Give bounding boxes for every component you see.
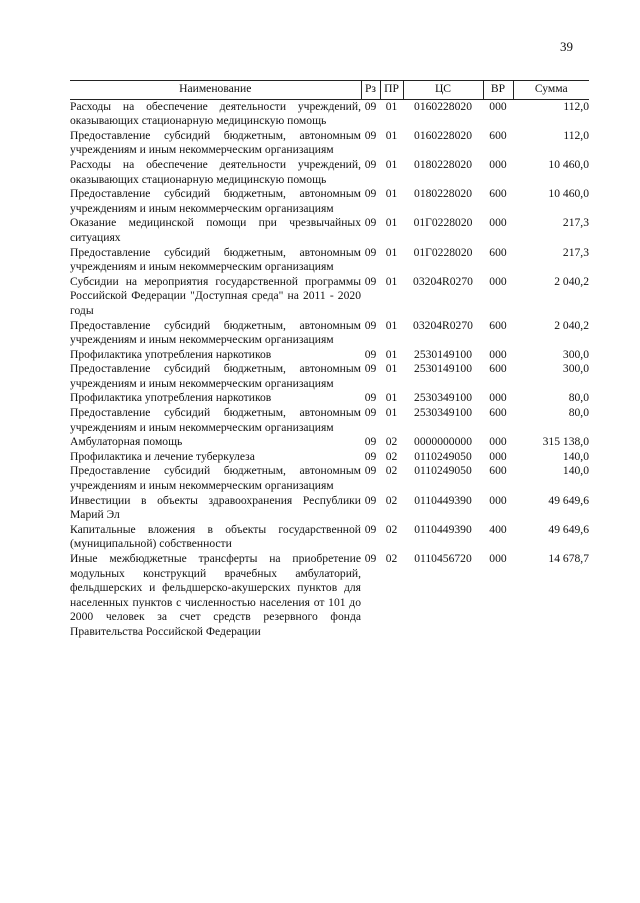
table-row	[70, 246, 589, 275]
cell-cs: 0110249050	[414, 449, 472, 463]
cell-name: Предоставление субсидий бюджетным, автономным учреждениям и иным некоммерческим организациям	[70, 362, 361, 390]
cell-rz: 09	[364, 187, 377, 201]
cell-sum: 2 040,2	[554, 318, 589, 332]
cell-cs: 0110456720	[414, 552, 472, 565]
budget-table	[70, 80, 589, 640]
cell-rz: 09	[364, 391, 377, 405]
cell-vr: 600	[489, 318, 507, 332]
cell-pr: 01	[385, 216, 398, 230]
cell-cs: 0000000000	[414, 435, 472, 449]
header-pr: ПР	[380, 81, 403, 100]
cell-vr: 000	[489, 347, 507, 361]
cell-vr: 600	[489, 128, 507, 142]
cell-vr: 000	[489, 391, 507, 405]
cell-pr: 02	[385, 493, 398, 507]
cell-name: Расходы на обеспечение деятельности учреждений, оказывающих стационарную медицинскую помощь	[70, 99, 361, 128]
cell-sum: 300,0	[562, 347, 589, 361]
cell-sum: 112,0	[563, 99, 589, 113]
table-row	[70, 464, 589, 493]
cell-pr: 01	[385, 274, 398, 288]
cell-name: Предоставление субсидий бюджетным, автономным учреждениям и иным некоммерческим организациям	[70, 128, 361, 157]
cell-vr: 400	[489, 522, 507, 536]
cell-pr: 02	[385, 435, 398, 449]
cell-name: Расходы на обеспечение деятельности учреждений, оказывающих стационарную медицинскую помощь	[70, 157, 361, 186]
cell-sum: 80,0	[568, 391, 589, 405]
cell-rz: 09	[364, 464, 377, 478]
cell-rz: 09	[364, 522, 377, 536]
cell-cs: 01Г0228020	[413, 216, 473, 230]
cell-pr: 01	[385, 99, 398, 113]
cell-pr: 01	[385, 362, 398, 376]
cell-name: Инвестиции в объекты здравоохранения Республики Марий Эл	[70, 493, 361, 522]
cell-pr: 01	[385, 245, 398, 259]
cell-vr: 600	[489, 362, 507, 376]
cell-sum: 217,3	[562, 216, 589, 230]
table-row	[70, 187, 589, 216]
cell-rz: 09	[364, 274, 377, 288]
cell-pr: 02	[385, 552, 398, 565]
table-row	[70, 275, 589, 319]
table-row	[70, 319, 589, 348]
table-row	[70, 523, 589, 552]
cell-sum: 10 460,0	[548, 187, 589, 201]
cell-name: Профилактика и лечение туберкулеза	[70, 449, 255, 463]
cell-name: Капитальные вложения в объекты государственной (муниципальной) собственности	[70, 522, 361, 551]
cell-cs: 0180228020	[414, 157, 472, 171]
cell-vr: 000	[489, 552, 507, 565]
cell-cs: 0160228020	[414, 128, 472, 142]
cell-rz: 09	[364, 435, 377, 449]
table-row	[70, 552, 589, 640]
cell-cs: 2530349100	[414, 391, 472, 405]
cell-sum: 140,0	[562, 449, 589, 463]
cell-vr: 600	[489, 245, 507, 259]
page-number: 39	[560, 39, 573, 54]
cell-name: Предоставление субсидий бюджетным, автономным учреждениям и иным некоммерческим организациям	[70, 406, 361, 434]
cell-sum: 49 649,6	[548, 493, 589, 507]
cell-vr: 000	[489, 274, 507, 288]
cell-name: Профилактика употребления наркотиков	[70, 347, 272, 361]
cell-sum: 80,0	[568, 406, 589, 420]
cell-vr: 000	[489, 493, 507, 507]
cell-vr: 000	[489, 216, 507, 230]
header-name: Наименование	[70, 81, 361, 100]
cell-name: Профилактика употребления наркотиков	[70, 391, 272, 405]
cell-pr: 02	[385, 464, 398, 478]
cell-name: Предоставление субсидий бюджетным, автономным учреждениям и иным некоммерческим организациям	[70, 187, 361, 215]
table-row	[70, 129, 589, 158]
cell-cs: 0110249050	[414, 464, 472, 478]
cell-name: Предоставление субсидий бюджетным, автономным учреждениям и иным некоммерческим организациям	[70, 245, 361, 274]
cell-pr: 01	[385, 187, 398, 201]
cell-pr: 01	[385, 406, 398, 420]
cell-vr: 000	[489, 157, 507, 171]
cell-cs: 0110449390	[414, 522, 472, 536]
cell-sum: 315 138,0	[542, 435, 589, 449]
cell-rz: 09	[364, 347, 377, 361]
cell-pr: 02	[385, 449, 398, 463]
cell-rz: 09	[364, 245, 377, 259]
cell-pr: 01	[385, 391, 398, 405]
cell-cs: 03204R0270	[413, 274, 473, 288]
cell-name: Иные межбюджетные трансферты на приобретение модульных конструкций врачебных амбулаторий, фельдшерских и фельдшерско-акушерских пунктов для населенных пунктов с численностью населения от 101 до 2000 человек за счет средств резервного фонда Правительства Российской Федерации	[70, 552, 361, 638]
cell-cs: 03204R0270	[413, 318, 473, 332]
cell-sum: 14 678,7	[548, 552, 589, 565]
table-row	[70, 216, 589, 245]
cell-rz: 09	[364, 406, 377, 420]
cell-sum: 140,0	[562, 464, 589, 478]
cell-sum: 10 460,0	[548, 157, 589, 171]
cell-cs: 2530149100	[414, 347, 472, 361]
cell-pr: 02	[385, 522, 398, 536]
cell-cs: 0110449390	[414, 493, 472, 507]
header-rz: Рз	[361, 81, 380, 100]
cell-name: Оказание медицинской помощи при чрезвычайных ситуациях	[70, 216, 361, 244]
table-row	[70, 435, 589, 450]
table-row	[70, 406, 589, 435]
cell-vr: 600	[489, 187, 507, 201]
cell-vr: 600	[489, 464, 507, 478]
cell-name: Предоставление субсидий бюджетным, автономным учреждениям и иным некоммерческим организациям	[70, 318, 361, 347]
cell-vr: 000	[489, 449, 507, 463]
cell-cs: 2530349100	[414, 406, 472, 420]
header-cs: ЦС	[403, 81, 483, 100]
cell-cs: 0180228020	[414, 187, 472, 201]
cell-pr: 01	[385, 318, 398, 332]
cell-cs: 2530149100	[414, 362, 472, 376]
cell-pr: 01	[385, 347, 398, 361]
cell-sum: 300,0	[562, 362, 589, 376]
cell-rz: 09	[364, 449, 377, 463]
cell-rz: 09	[364, 128, 377, 142]
table-row	[70, 158, 589, 187]
header-sum: Сумма	[513, 81, 589, 100]
table-row	[70, 362, 589, 391]
table-row	[70, 348, 589, 363]
cell-rz: 09	[364, 318, 377, 332]
cell-sum: 217,3	[562, 245, 589, 259]
cell-rz: 09	[364, 216, 377, 230]
cell-rz: 09	[364, 157, 377, 171]
cell-pr: 01	[385, 128, 398, 142]
table-header-row	[70, 81, 589, 100]
header-vr: ВР	[483, 81, 513, 100]
cell-rz: 09	[364, 493, 377, 507]
table-row	[70, 494, 589, 523]
cell-rz: 09	[364, 99, 377, 113]
cell-name: Субсидии на мероприятия государственной программы Российской Федерации "Доступная среда" на 2011 - 2020 годы	[70, 274, 361, 317]
cell-rz: 09	[364, 552, 377, 565]
cell-vr: 600	[489, 406, 507, 420]
table-row	[70, 99, 589, 129]
cell-name: Предоставление субсидий бюджетным, автономным учреждениям и иным некоммерческим организациям	[70, 464, 361, 493]
cell-vr: 000	[489, 435, 507, 449]
cell-pr: 01	[385, 157, 398, 171]
cell-rz: 09	[364, 362, 377, 376]
cell-sum: 2 040,2	[554, 274, 589, 288]
cell-vr: 000	[489, 99, 507, 113]
table-row	[70, 450, 589, 465]
cell-cs: 0160228020	[414, 99, 472, 113]
cell-sum: 112,0	[563, 128, 589, 142]
cell-sum: 49 649,6	[548, 522, 589, 536]
table-body	[70, 99, 589, 639]
table-row	[70, 391, 589, 406]
cell-cs: 01Г0228020	[413, 245, 473, 259]
cell-name: Амбулаторная помощь	[70, 435, 183, 449]
